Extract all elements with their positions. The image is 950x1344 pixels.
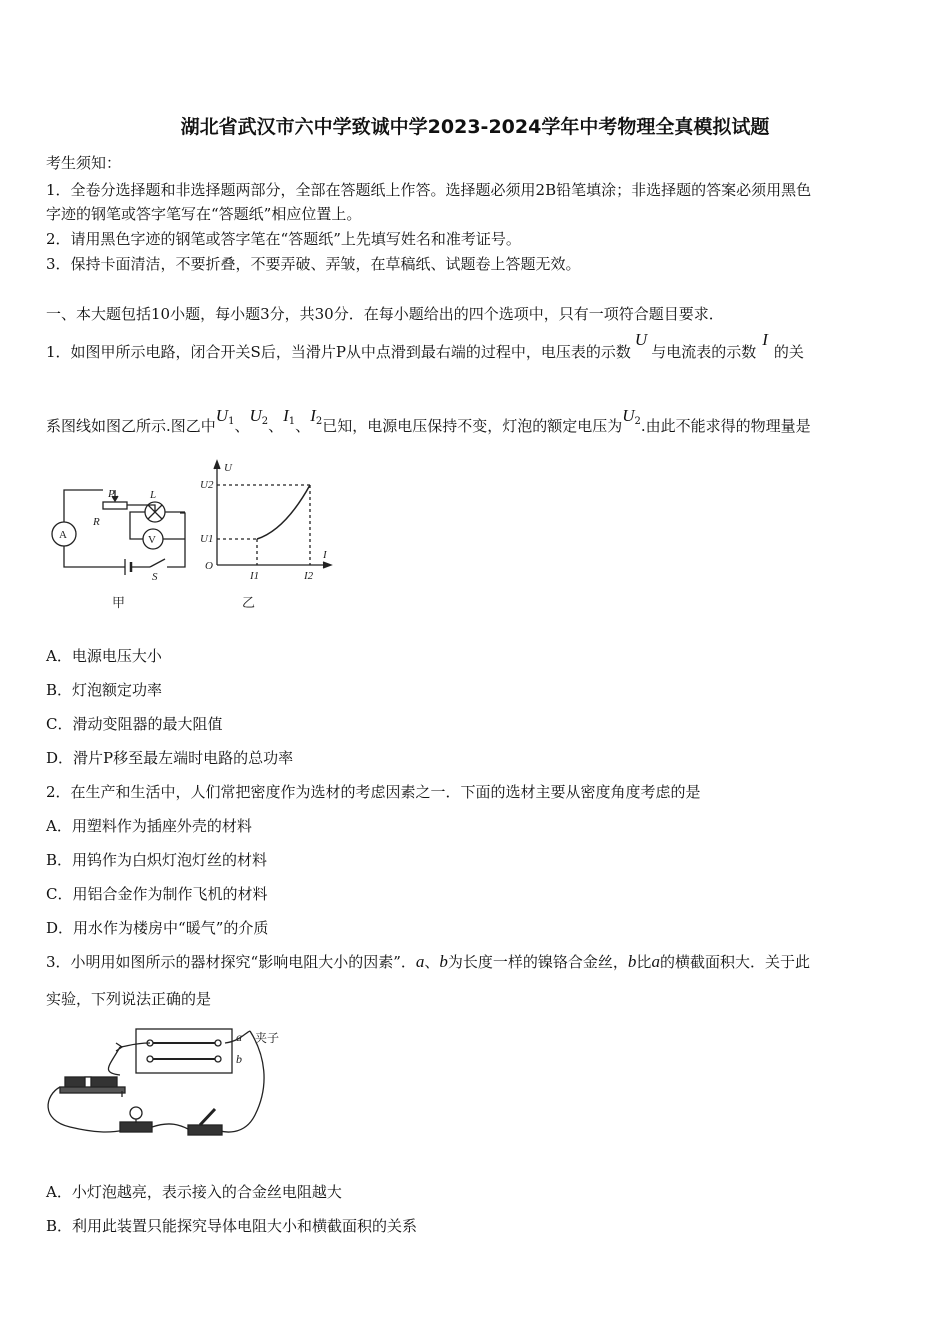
q3-stem-line2: 实验，下列说法正确的是: [46, 990, 212, 1008]
slider-label: P: [108, 488, 115, 500]
voltmeter-label: V: [148, 534, 156, 546]
graph-i2: I2: [304, 570, 314, 582]
q1-option-c[interactable]: C．滑动变阻器的最大阻值: [46, 715, 223, 733]
q2-option-a[interactable]: A．用塑料作为插座外壳的材料: [46, 817, 252, 835]
graph-u2: U2: [200, 479, 214, 491]
notice-item: 字迹的钢笔或答字笔写在“答题纸”相应位置上。: [46, 205, 362, 223]
notice-heading: 考生须知：: [46, 154, 122, 172]
q1-option-a[interactable]: A．电源电压大小: [46, 647, 162, 665]
q1-figure: [40, 455, 340, 615]
notice-item: 2．请用黑色字迹的钢笔或答字笔在“答题纸”上先填写姓名和准考证号。: [46, 230, 521, 248]
ammeter-label: A: [59, 529, 67, 541]
q1-stem-line1: 1．如图甲所示电路，闭合开关S后，当滑片P从中点滑到最右端的过程中，电压表的示数U与电流表的示数I的关: [46, 330, 804, 361]
q2-option-b[interactable]: B．用钨作为白炽灯泡灯丝的材料: [46, 851, 268, 869]
wire-a-label: a: [236, 1030, 242, 1044]
graph-i1: I1: [250, 570, 260, 582]
q3-option-a[interactable]: A．小灯泡越亮，表示接入的合金丝电阻越大: [46, 1183, 342, 1201]
q3-figure: [40, 1025, 300, 1150]
notice-item: 3．保持卡面清洁，不要折叠，不要弄破、弄皱，在草稿纸、试题卷上答题无效。: [46, 255, 581, 273]
q1-option-b[interactable]: B．灯泡额定功率: [46, 681, 163, 699]
q3-option-b[interactable]: B．利用此装置只能探究导体电阻大小和横截面积的关系: [46, 1217, 418, 1235]
section-heading: 一、本大题包括10小题，每小题3分，共30分．在每小题给出的四个选项中，只有一项符合题目要求．: [46, 305, 724, 323]
figure-jia-caption: 甲: [112, 595, 126, 610]
wire-b-label: b: [236, 1052, 242, 1066]
q3-stem-line1: 3．小明用如图所示的器材探究“影响电阻大小的因素”．a、b为长度一样的镍铬合金丝，b比a的横截面积大．关于此: [46, 952, 810, 971]
notice-item: 1．全卷分选择题和非选择题两部分，全部在答题纸上作答。选择题必须用2B铅笔填涂；非选择题的答案必须用黑色: [46, 181, 812, 199]
figure-yi-caption: 乙: [242, 595, 256, 610]
q1-option-d[interactable]: D．滑片P移至最左端时电路的总功率: [46, 749, 294, 767]
switch-label: S: [152, 571, 158, 583]
q2-stem: 2．在生产和生活中，人们常把密度作为选材的考虑因素之一．下面的选材主要从密度角度考虑的是: [46, 783, 701, 801]
rheostat-label: R: [93, 516, 100, 528]
q2-option-c[interactable]: C．用铝合金作为制作飞机的材料: [46, 885, 268, 903]
graph-axis-u: U: [224, 462, 232, 474]
clip-label: 夹子: [255, 1031, 280, 1045]
q1-stem-line2: 系图线如图乙所示.图乙中$U_1$、$U_2$、$I_1$、$I_2$已知，电源电压保持不变，灯泡的额定电压为$U_2$.由此不能求得的物理量是: [46, 406, 811, 435]
graph-u1: U1: [200, 533, 214, 545]
page-title: 湖北省武汉市六中学致诚中学2023-2024学年中考物理全真模拟试题: [180, 116, 770, 138]
graph-axis-i: I: [323, 549, 327, 561]
graph-origin: O: [205, 560, 213, 572]
q2-option-d[interactable]: D．用水作为楼房中“暖气”的介质: [46, 919, 269, 937]
lamp-label: L: [150, 489, 157, 501]
